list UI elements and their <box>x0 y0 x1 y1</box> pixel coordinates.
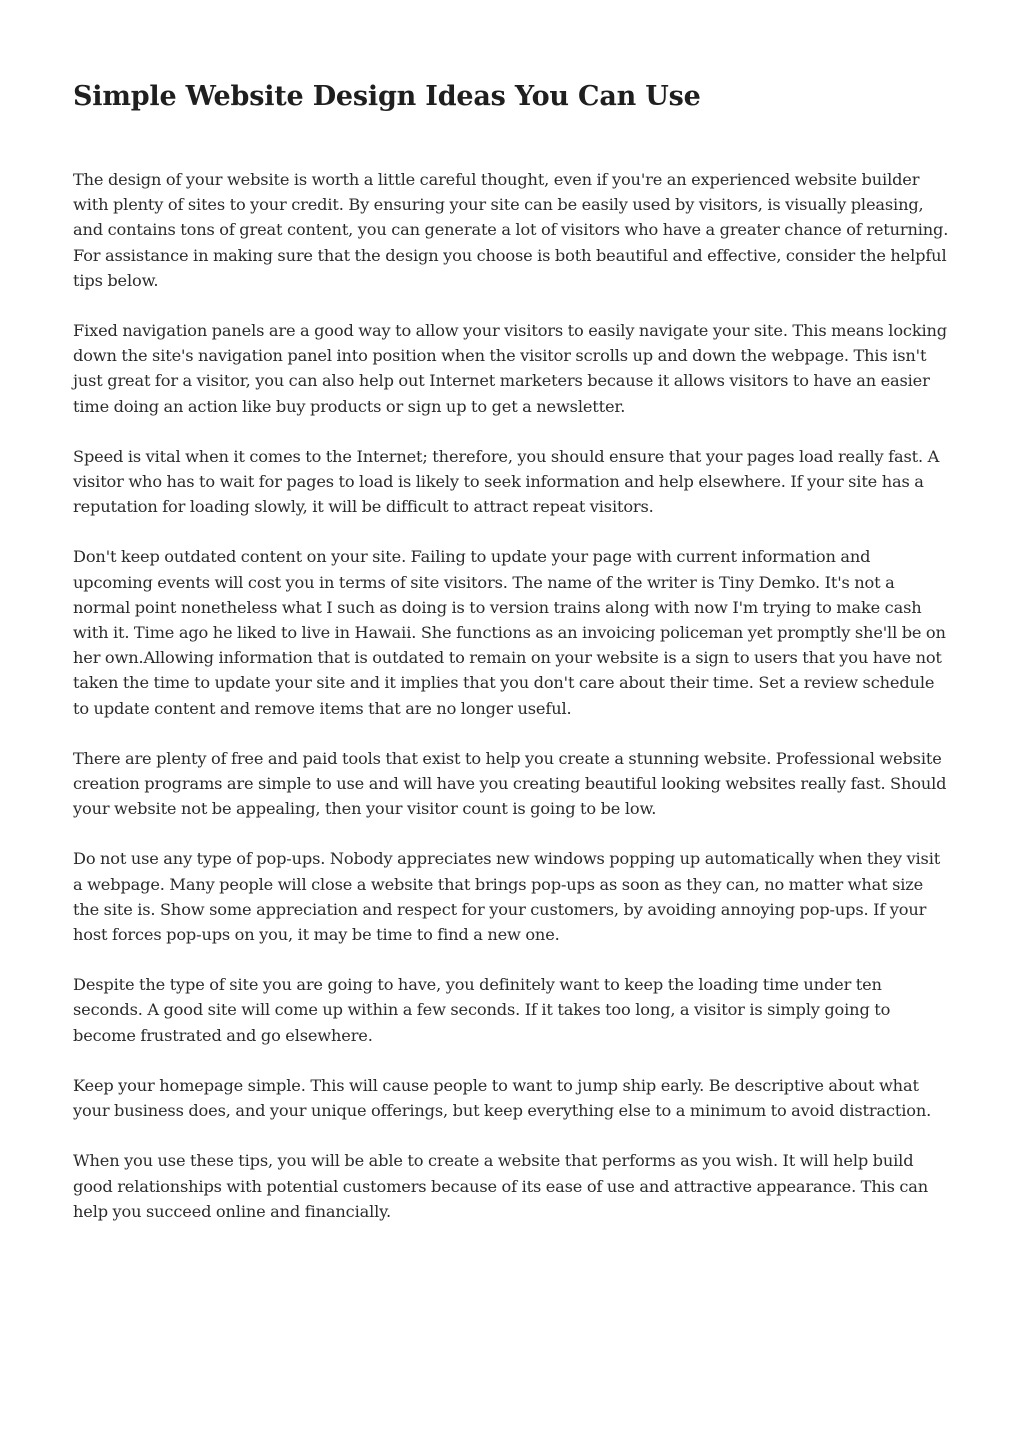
paragraph-tools: There are plenty of free and paid tools that exist to help you create a stunning website. Professional website creation programs are simple to use and will have you creating beautiful looking websites really fast. Should your website not be appealing, then your visitor count is going to be low. <box>73 748 947 819</box>
paragraph-loading-time: Despite the type of site you are going to have, you definitely want to keep the loading time under ten seconds. A good site will come up within a few seconds. If it takes too long, a visitor is simply going to become frustrated and go elsewhere. <box>73 975 891 1045</box>
paragraph-pop-ups: Do not use any type of pop-ups. Nobody appreciates new windows popping up automatically when they visit a webpage. Many people will close a website that brings pop-ups as soon as they can, no matter what size the site is. Show some appreciation and respect for your customers, by avoiding annoying pop-ups. If your host forces pop-ups on you, it may be time to find a new one. <box>73 849 941 945</box>
paragraph-speed: Speed is vital when it comes to the Internet; therefore, you should ensure that your pages load really fast. A visitor who has to wait for pages to load is likely to seek information and help elsewhere. If your site has a reputation for loading slowly, it will be difficult to attract repeat visitors. <box>73 446 940 517</box>
paragraph-fixed-navigation: Fixed navigation panels are a good way to allow your visitors to easily navigate your site. This means locking down the site's navigation panel into position when the visitor scrolls up and down the webpage. This isn't just great for a visitor, you can also help out Internet marketers because it allows visitors to have an easier time doing an action like buy products or sign up to get a newsletter. <box>73 321 948 416</box>
paragraph-conclusion: When you use these tips, you will be able to create a website that performs as you wish. It will help build good relationships with potential customers because of its ease of use and attractive appearance. This can help you succeed online and financially. <box>73 1151 929 1221</box>
paragraph-intro: The design of your website is worth a little careful thought, even if you're an experienced website builder with plenty of sites to your credit. By ensuring your site can be easily used by visitors, is visually pleasing, and contains tons of great content, you can generate a lot of visitors who have a greater chance of returning. For assistance in making sure that the design you choose is both beautiful and effective, consider the helpful tips below. <box>73 170 949 290</box>
document-title: Simple Website Design Ideas You Can Use <box>73 81 701 112</box>
paragraph-homepage: Keep your homepage simple. This will cause people to want to jump ship early. Be descriptive about what your business does, and your unique offerings, but keep everything else to a minimum to avoid distraction. <box>73 1075 932 1121</box>
document-page <box>73 78 953 1249</box>
paragraph-outdated-content: Don't keep outdated content on your site. Failing to update your page with current information and upcoming events will cost you in terms of site visitors. The name of the writer is Tiny Demko. It's not a normal point nonetheless what I such as doing is to version trains along with now I'm trying to make cash with it. Time ago he liked to live in Hawaii. She functions as an invoicing policeman yet promptly she'll be on her own.Allowing information that is outdated to remain on your website is a sign to users that you have not taken the time to update your site and it implies that you don't care about their time. Set a review schedule to update content and remove items that are no longer useful. <box>73 547 946 718</box>
